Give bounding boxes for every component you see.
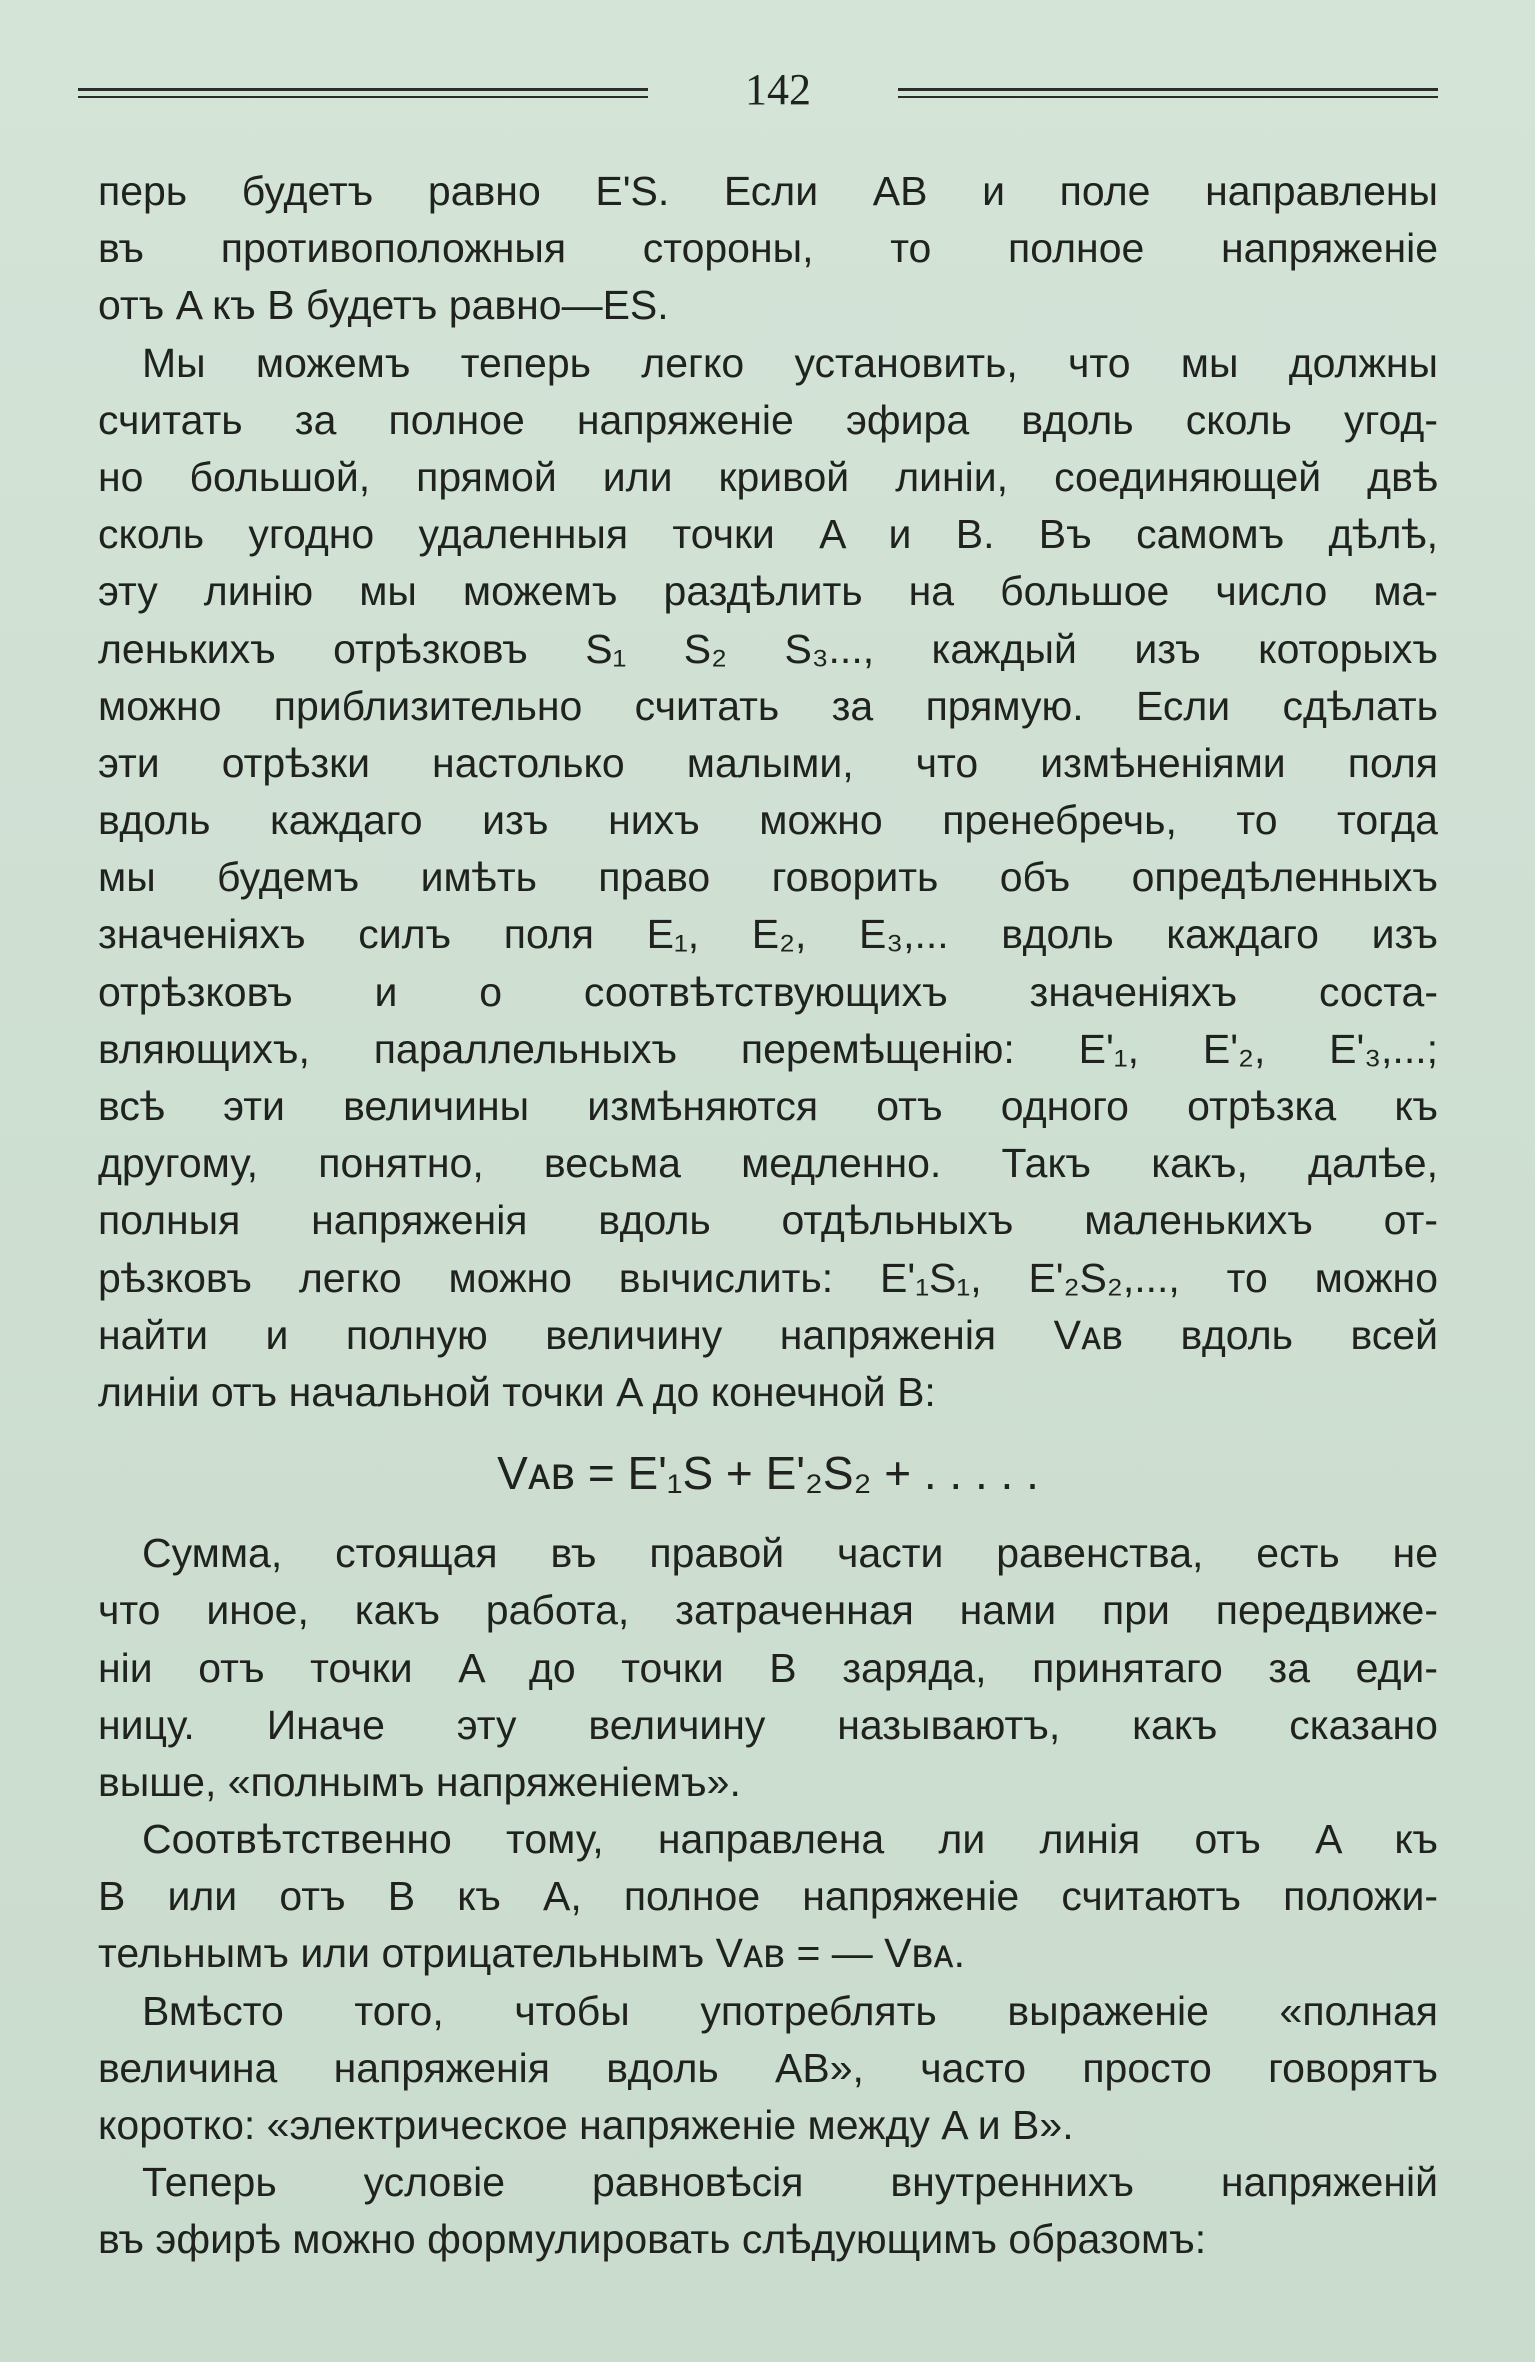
text-line: что иное, какъ работа, затраченная нами при передвиже- — [98, 1587, 1438, 1634]
text-line: всѣ эти величины измѣняются отъ одного отрѣзка къ — [98, 1083, 1438, 1129]
text-line: Мы можемъ теперь легко установить, что мы должны — [142, 339, 1438, 386]
header-rule-left — [78, 88, 648, 91]
text-line: Соотвѣтственно тому, направлена ли линія отъ A къ — [142, 1816, 1438, 1863]
text-line: значеніяхъ силъ поля E₁, E₂, E₃,... вдоль каждаго изъ — [98, 911, 1438, 958]
text-line: ленькихъ отрѣзковъ S₁ S₂ S₃..., каждый изъ которыхъ — [98, 625, 1438, 672]
text-line: Вмѣсто того, чтобы употреблять выраженіе «полная — [142, 1987, 1438, 2034]
text-line: полныя напряженія вдоль отдѣльныхъ маленькихъ от- — [98, 1197, 1438, 1244]
page-header — [78, 62, 1438, 122]
text-line: въ противоположныя стороны, то полное напряженіе — [98, 225, 1438, 272]
text-line: перь будетъ равно E'S. Если AB и поле направлены — [98, 168, 1438, 214]
text-line: эту линію мы можемъ раздѣлить на большое число ма- — [98, 568, 1438, 615]
header-rule-right — [898, 88, 1438, 91]
text-line: рѣзковъ легко можно вычислить: E'₁S₁, E'₂S₂,..., то можно — [98, 1254, 1438, 1301]
text-line: выше, «полнымъ напряженіемъ». — [98, 1758, 741, 1805]
text-line: B или отъ B къ A, полное напряженіе считаютъ положи- — [98, 1873, 1438, 1920]
text-line: сколь угодно удаленныя точки A и B. Въ самомъ дѣлѣ, — [98, 511, 1438, 558]
text-line: вляющихъ, параллельныхъ перемѣщенію: E'₁, E'₂, E'₃,...; — [98, 1025, 1438, 1072]
text-line: Сумма, стоящая въ правой части равенства, есть не — [142, 1530, 1438, 1577]
text-line: считать за полное напряженіе эфира вдоль сколь угод- — [98, 396, 1438, 443]
text-line: можно приблизительно считать за прямую. Если сдѣлать — [98, 682, 1438, 729]
text-line: въ эфирѣ можно формулировать слѣдующимъ образомъ: — [98, 2216, 1207, 2263]
body-text — [98, 163, 1438, 2269]
text-line: другому, понятно, весьма медленно. Такъ какъ, далѣе, — [98, 1140, 1438, 1187]
text-line: отрѣзковъ и о соотвѣтствующихъ значеніяхъ соста- — [98, 968, 1438, 1015]
text-line: Теперь условіе равновѣсія внутреннихъ напряженій — [142, 2159, 1438, 2206]
text-line: тельнымъ или отрицательнымъ Vᴀʙ = — Vʙᴀ. — [98, 1930, 966, 1977]
text-line: коротко: «электрическое напряженіе между A и B». — [98, 2102, 1074, 2148]
page-number: 142 — [745, 65, 811, 114]
text-line: линіи отъ начальной точки A до конечной B: — [98, 1368, 936, 1415]
text-line: найти и полную величину напряженія Vᴀʙ вдоль всей — [98, 1311, 1438, 1358]
text-line: эти отрѣзки настолько малыми, что измѣненіями поля — [98, 739, 1438, 786]
text-line: отъ A къ B будетъ равно—ES. — [98, 282, 669, 329]
text-line: величина напряженія вдоль AB», часто просто говорятъ — [98, 2044, 1438, 2091]
text-line: ницу. Иначе эту величину называютъ, какъ сказано — [98, 1701, 1438, 1748]
text-line: ніи отъ точки A до точки B заряда, принятаго за еди- — [98, 1644, 1438, 1691]
formula: Vᴀʙ = E'₁S + E'₂S₂ + . . . . . — [497, 1446, 1039, 1499]
text-line: но большой, прямой или кривой линіи, соединяющей двѣ — [98, 453, 1438, 500]
text-line: вдоль каждаго изъ нихъ можно пренебречь, то тогда — [98, 797, 1438, 844]
text-line: мы будемъ имѣть право говорить объ опредѣленныхъ — [98, 854, 1438, 901]
